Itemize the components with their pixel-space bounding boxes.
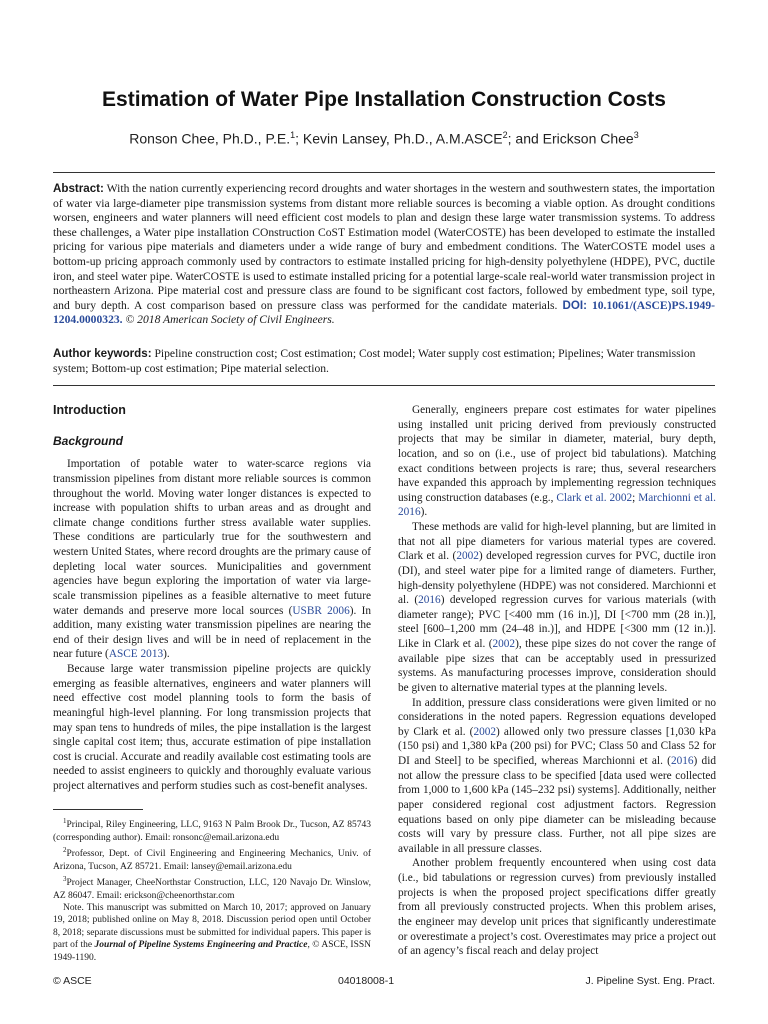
keywords-rule [53, 385, 715, 386]
footnote-text: Professor, Dept. of Civil Engineering and Engineering Mechanics, Univ. of Arizona, Tucson, AZ 85721. Email: lansey@email.arizona.edu [53, 849, 371, 872]
paragraph [53, 662, 371, 794]
paragraph [398, 856, 716, 958]
copyright-notice: © 2018 American Society of Civil Engineers. [125, 313, 335, 327]
keywords-label: Author keywords: [53, 347, 152, 360]
left-column [53, 403, 371, 794]
citation-link[interactable]: Clark et al. 2002 [556, 491, 633, 504]
right-body [398, 403, 716, 959]
citation-link[interactable]: 2016 [670, 755, 694, 767]
text-run: ) developed regression curves for various materials (with diameter range); PVC [<400 mm (16 in.)], DI [<700 mm (28 in.)], steel [600–1,200 mm (24–48 in.)], and HDPE [<300 mm (12 in.)]. Like in Clark et al. ( [398, 594, 716, 650]
citation-link[interactable]: 2002 [473, 725, 497, 738]
footnote-marker: 3 [63, 874, 67, 883]
text-run: In addition, pressure class considerations were given limited or no considerations in the noted papers. Regression equations developed by Clark et al. ( [398, 696, 716, 738]
author-separator: ; [295, 130, 303, 147]
paragraph [398, 696, 716, 857]
abstract-label: Abstract: [53, 182, 104, 195]
text-run: These methods are valid for high-level planning, but are limited in that not all pipe diameters for various material types are covered. Clark et al. ( [398, 521, 716, 563]
text-run: ) did not allow the pressure class to be specified [data used were collected from 1,000 to 1,600 kPa (145–232 psi) systems]. Additionally, neither paper considered regional cost adjustment factors. Regression equations based on only pipe diameter can be misleading because costs will vary by pressure class. Further, not all pipe sizes are available in all pressure classes. [398, 755, 716, 855]
footnote-list [53, 815, 371, 902]
footer-copyright: © ASCE [53, 975, 92, 987]
author-separator: ; and [507, 130, 543, 147]
right-column [398, 403, 716, 959]
footnote [53, 815, 371, 844]
footnote-separator [53, 809, 143, 810]
footnote-marker: 2 [63, 845, 67, 854]
footnote [53, 844, 371, 873]
abstract-text: With the nation currently experiencing record droughts and water shortages in the western and southwestern states, the importation of water via large-diameter pipe transmission systems from distant more reliable sources is becoming a viable option. As drought conditions worsen, engineers and water planners will need efficient cost models to plan and design these large water transmission systems. To address these challenges, a Water pipe installation COnstruction CoST Estimation model (WaterCOSTE) has been developed to estimate the installed pricing for various pipe materials and diameters under a wide range of bury and embedment conditions. The WaterCOSTE model uses a bottom-up pricing approach commonly used by contractors to estimate installed pricing for high-density polyethylene (HDPE), PVC, ductile iron, and steel water pipe. WaterCOSTE is used to estimate installed pricing for a potential large-scale real-world water transmission project in northeastern Arizona. Pipe material cost and pressure class are found to be significant cost factors, followed by embedment type, soil type, and bury depth. A cost comparison based on pressure class was performed for the candidate materials. [53, 182, 715, 312]
footer-article-number: 04018008-1 [338, 975, 395, 987]
text-run: ). [420, 506, 428, 519]
footnote-text: Project Manager, CheeNorthstar Construction, LLC, 120 Navajo Dr. Winslow, AZ 86047. Email: erickson@cheenorthstar.com [53, 878, 371, 901]
text-run: ) developed regression curves for PVC, ductile iron (DI), and steel water pipe for a limited range of diameters. Further, high-density polyethylene (HDPE) was not considered. Marchionni et al. ( [398, 550, 716, 607]
text-run: Because large water transmission pipeline projects are quickly emerging as feasible alternatives, engineers and water planners will need effective cost model planning tools to form the basis of meaningful high-level planning. For long transmission projects that may span tens to hundreds of miles, the pipe installation is the largest single capital cost item; thus, accurate estimation of pipe installation cost is crucial. Accurate and readily available cost estimating tools are needed to assist engineers to quickly and thoroughly evaluate various project alternatives and perform studies such as cost-benefit analyses. [53, 663, 371, 792]
text-run: ), these pipe sizes do not cover the range of available pipe sizes that can be acceptably used in pressurized systems. As manufacturing processes improve, consideration should be given to alternative material types at the planning levels. [398, 638, 716, 694]
footnotes [53, 815, 371, 964]
keywords-text: Pipeline construction cost; Cost estimation; Cost model; Water supply cost estimation; Pipelines; Water transmission system; Bottom-up cost estimation; Pipe material selection. [53, 347, 696, 375]
abstract [53, 182, 715, 328]
text-run: Another problem frequently encountered when using cost data (i.e., bid tabulations or regression curves) from previously installed projects is when the proposed project specifications differ greatly from all previously constructed projects. When this problem arises, the engineer may develop unit prices that significantly underestimate or overestimate a project’s cost. Overestimates may price a project out of an agency’s fiscal reach and delay project [398, 857, 716, 958]
paragraph [53, 457, 371, 662]
left-body [53, 457, 371, 793]
paper-title: Estimation of Water Pipe Installation Construction Costs [102, 88, 666, 111]
paragraph [398, 520, 716, 696]
author-name: Ronson Chee, Ph.D., P.E. [129, 130, 291, 147]
author-name: Kevin Lansey, Ph.D., A.M.ASCE [302, 130, 503, 147]
author-affiliation-marker: 3 [633, 130, 639, 140]
citation-link[interactable]: 2016 [418, 594, 441, 607]
citation-link[interactable]: 2002 [492, 638, 516, 650]
footer-journal: J. Pipeline Syst. Eng. Pract. [585, 975, 715, 987]
text-run: Importation of potable water to water-scarce regions via transmission pipelines from distant more reliable sources is common throughout the world. Moving water longer distances is expected to increase with population shifts to urban areas and as drought and climate change conditions further stress available water supplies. These conditions are particularly true for the southwestern and western United States, where record droughts are the primary cause of depleting local water sources. Municipalities and government agencies have begun exploring the importation of water via large-scale transmission pipelines as a feasible alternative to meet future water demands and preserve more local sources ( [53, 458, 371, 617]
citation-link[interactable]: Marchionni et al. 2016 [398, 491, 717, 519]
text-run: ). [163, 648, 170, 661]
author-line [0, 130, 768, 147]
citation-link[interactable]: 2002 [456, 550, 479, 563]
author-affiliation-marker: 2 [502, 130, 508, 140]
text-run: Generally, engineers prepare cost estimates for water pipelines using installed unit pricing derived from previously constructed projects that may be similar in diameter, material, bury depth, location, and so on (i.e., use of project bid tabulations). Matching exact conditions between projects is rare; thus, several researchers have expanded this approach by implementing regression techniques using construction databases (e.g., [398, 404, 716, 504]
text-run: ; [632, 491, 639, 504]
doi-label: DOI: [562, 298, 587, 312]
paragraph [398, 403, 716, 520]
footnote-marker: 1 [63, 817, 67, 825]
footnote [53, 873, 371, 902]
subsection-heading: Background [53, 433, 124, 448]
citation-link[interactable]: ASCE 2013 [108, 648, 164, 661]
footnote-text: Principal, Riley Engineering, LLC, 9163 N Palm Brook Dr., Tucson, AZ 85743 (corresponding author). Email: ronsonc@email.arizona.edu [53, 820, 371, 843]
text-run: ). In addition, many existing water transmission pipelines are nearing the end of their design lives and will be in need of replacement in the near future ( [53, 604, 371, 661]
manuscript-note: Note. This manuscript was submitted on March 10, 2017; approved on January 19, 2018; published online on May 8, 2018. Discussion period open until October 8, 2018; separate discussions must be submitted for individual papers. This paper is part of the Journal of Pipeline Systems Engineering and Practice, © ASCE, ISSN 1949-1190. [53, 902, 372, 963]
author-affiliation-marker: 1 [290, 130, 296, 140]
citation-link[interactable]: USBR 2006 [292, 604, 350, 617]
author-keywords [53, 347, 715, 376]
author-name: Erickson Chee [542, 130, 634, 147]
journal-name: Journal of Pipeline Systems Engineering and Practice [94, 940, 308, 951]
header-rule [53, 172, 715, 173]
text-run: ) allowed only two pressure classes [1,030 kPa (150 psi) and 1,380 kPa (200 psi) for PVC; Class 50 and Class 52 for DI and Steel] to be specified, whereas Marchionni et al. ( [398, 725, 716, 767]
section-heading: Introduction [53, 403, 126, 417]
doi-link[interactable]: 10.1061/(ASCE)PS.1949-1204.0000323. [53, 298, 715, 327]
